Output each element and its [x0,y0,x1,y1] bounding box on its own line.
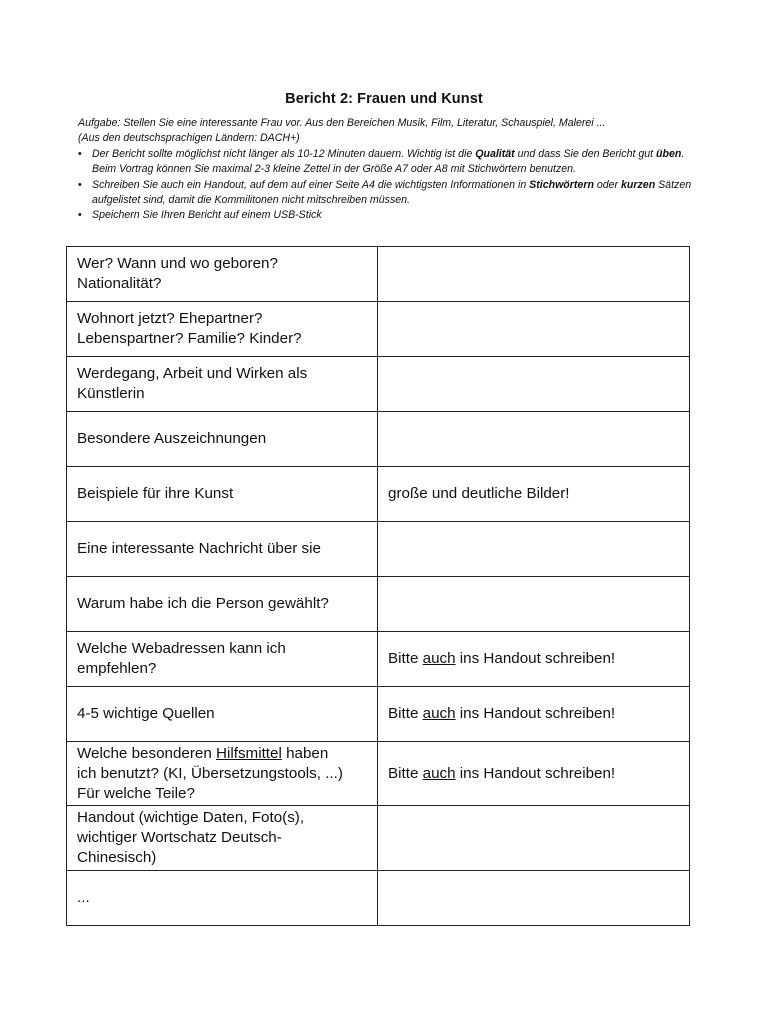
answer-cell [378,871,690,926]
task-bullet-1: • Der Bericht sollte möglichst nicht länger als 10-12 Minuten dauern. Wichtig ist die Qualität und dass Sie den Bericht gut üben. Beim Vortrag können Sie maximal 2-3 kleine Zettel in der Größe A7 oder A8 mit Stichwörtern benutzen. [78,147,685,176]
table-row [67,412,690,467]
task-description [78,116,698,224]
answer-cell [378,632,690,687]
table-row [67,247,690,302]
table-row [67,871,690,926]
handout-note: Bitte auch ins Handout schreiben! [388,764,616,782]
answer-cell [378,577,690,632]
question-cell: Werdegang, Arbeit und Wirken als Künstlerin [67,357,378,412]
task-line-1: Aufgabe: Stellen Sie eine interessante Frau vor. Aus den Bereichen Musik, Film, Literatur, Schauspiel, Malerei ... [78,117,606,129]
handout-note: Bitte auch ins Handout schreiben! [388,705,616,722]
report-table [66,246,690,926]
question-cell: Eine interessante Nachricht über sie [67,522,378,577]
answer-cell [378,412,690,467]
question-cell: ... [67,871,378,926]
table-row [67,742,690,806]
question-cell: Welche besonderen Hilfsmittel haben ich benutzt? (KI, Übersetzungstools, ...) Für welche Teile? [67,742,378,806]
question-cell: Beispiele für ihre Kunst [67,467,378,522]
table-row [67,687,690,742]
task-line-2: (Aus den deutschsprachigen Ländern: DACH+) [78,132,300,145]
task-bullet-2: • Schreiben Sie auch ein Handout, auf dem auf einer Seite A4 die wichtigsten Informationen in Stichwörtern oder kurzen Sätzen aufgelistet sind, damit die Kommilitonen nicht mitschreiben müssen. [78,178,692,207]
table-row [67,302,690,357]
question-cell: Besondere Auszeichnungen [67,412,378,467]
question-cell: Wer? Wann und wo geboren? Nationalität? [67,247,378,302]
table-row [67,467,690,522]
page-title: Bericht 2: Frauen und Kunst [285,91,483,107]
answer-cell [378,806,690,871]
bullet-icon: • [78,209,82,222]
question-cell: Wohnort jetzt? Ehepartner? Lebenspartner? Familie? Kinder? [67,302,378,357]
table-row [67,522,690,577]
answer-cell: große und deutliche Bilder! [378,467,690,522]
answer-cell [378,247,690,302]
table-row [67,577,690,632]
handout-note: Bitte auch ins Handout schreiben! [388,650,616,667]
question-cell: Handout (wichtige Daten, Foto(s), wichtiger Wortschatz Deutsch- Chinesisch) [67,806,378,871]
bullet-icon: • [78,147,82,160]
question-cell: 4-5 wichtige Quellen [67,687,378,742]
table-row [67,806,690,871]
answer-cell [378,522,690,577]
table-row [67,357,690,412]
bullet-icon: • [78,178,82,191]
question-cell: Welche Webadressen kann ich empfehlen? [67,632,378,687]
question-cell: Warum habe ich die Person gewählt? [67,577,378,632]
table-row [67,632,690,687]
answer-cell [378,357,690,412]
answer-cell [378,687,690,742]
answer-cell [378,742,690,806]
answer-cell [378,302,690,357]
task-bullet-3: • Speichern Sie Ihren Bericht auf einem USB-Stick [78,208,698,223]
